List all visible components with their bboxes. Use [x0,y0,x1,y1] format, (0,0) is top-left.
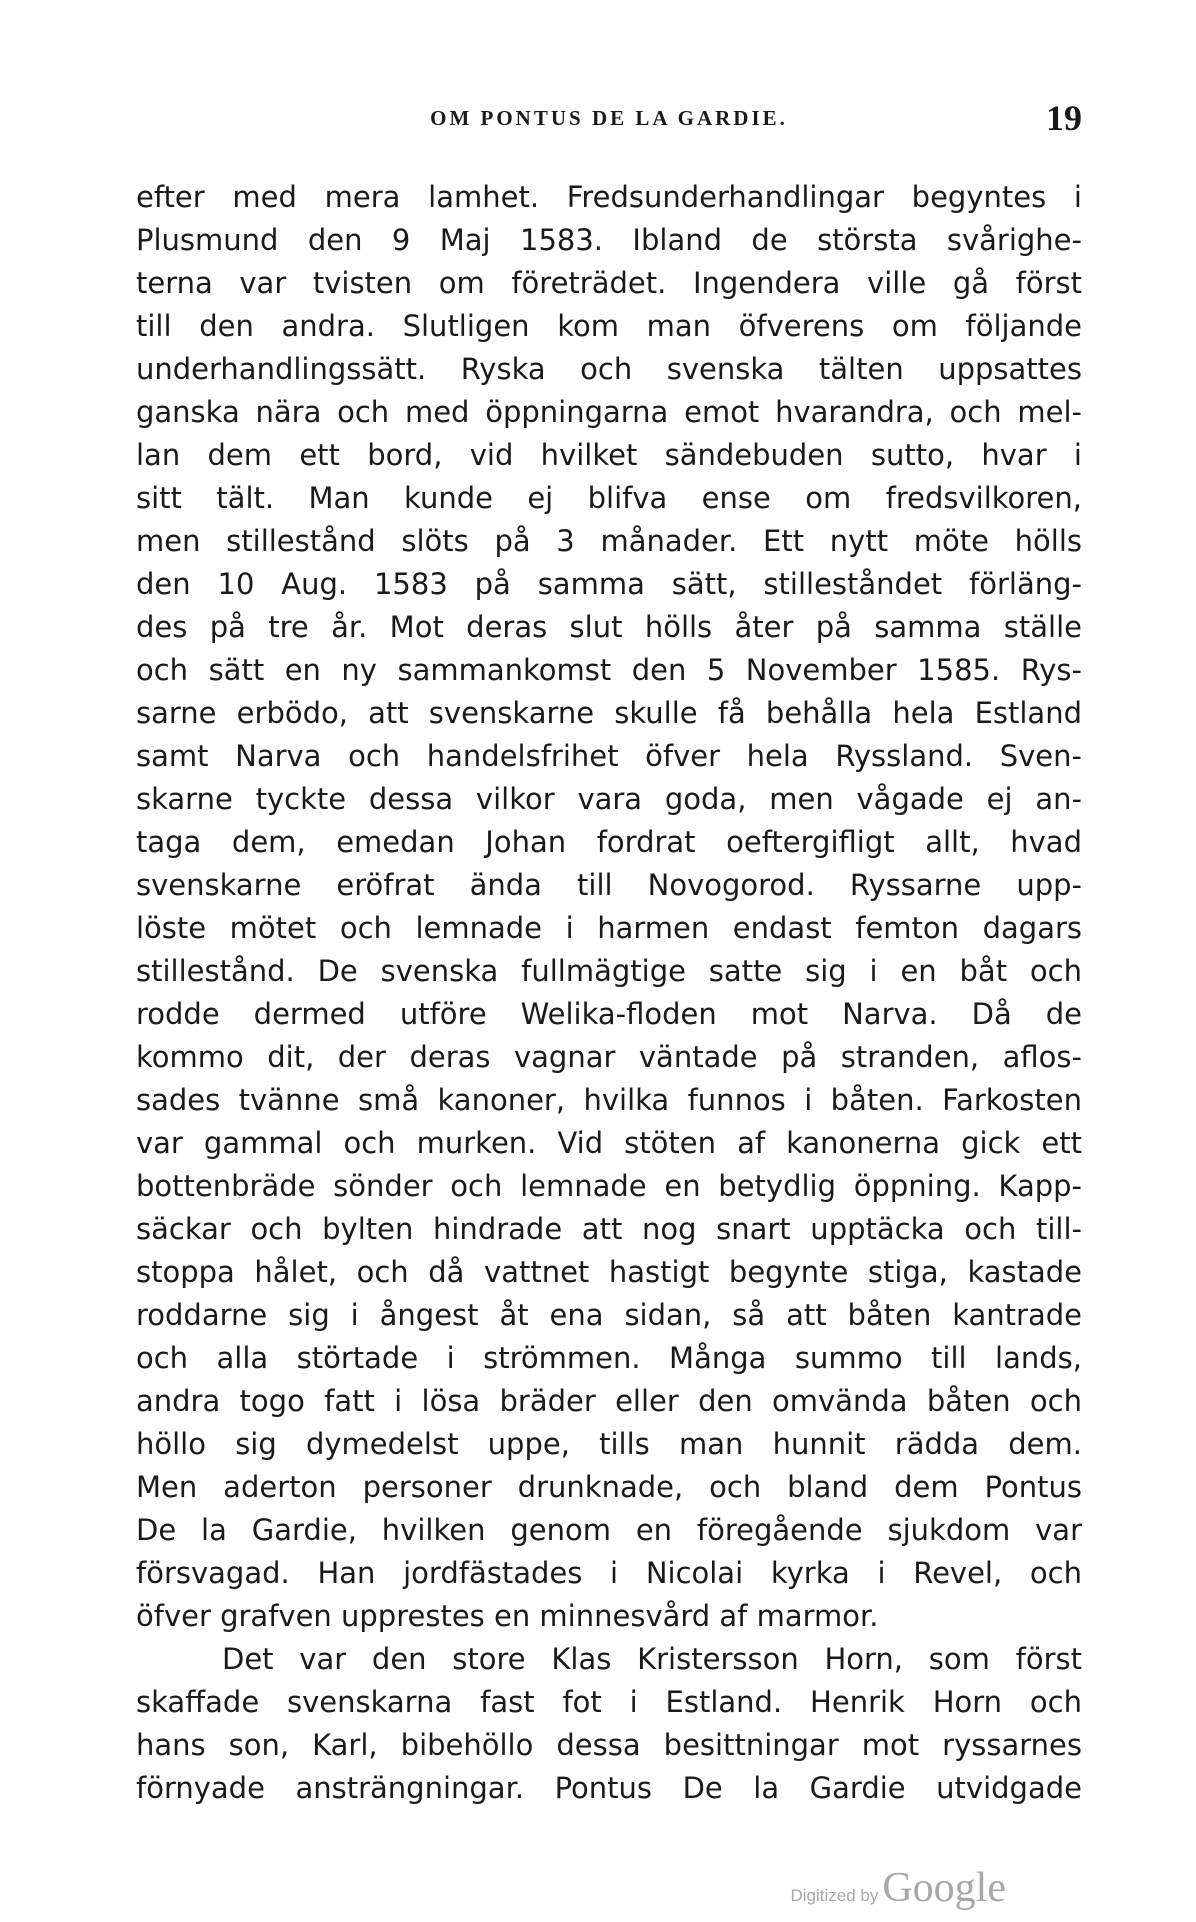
text-line: des på tre år. Mot deras slut hölls åter på samma ställe [136,610,1082,644]
running-title: OM PONTUS DE LA GARDIE. [430,106,788,130]
text-line: men stillestånd slöts på 3 månader. Ett nytt möte hölls [136,524,1082,558]
text-line: hans son, Karl, bibehöllo dessa besittningar mot ryssarnes [136,1728,1082,1762]
text-line: Men aderton personer drunknade, och bland dem Pontus [136,1470,1082,1504]
text-line: förnyade ansträngningar. Pontus De la Gardie utvidgade [136,1771,1082,1805]
text-line: och sätt en ny sammankomst den 5 November 1585. Rys- [136,653,1082,687]
text-line: stoppa hålet, och då vattnet hastigt begynte stiga, kastade [136,1255,1082,1289]
text-line: löste mötet och lemnade i harmen endast femton dagars [136,911,1082,945]
text-line: efter med mera lamhet. Fredsunderhandlingar begyntes i [136,180,1082,214]
text-line: skaffade svenskarna fast fot i Estland. Henrik Horn och [136,1685,1082,1719]
text-line: ganska nära och med öppningarna emot hvarandra, och mel- [136,395,1082,429]
text-line: underhandlingssätt. Ryska och svenska tälten uppsattes [136,352,1082,386]
text-line: sarne erbödo, att svenskarne skulle få behålla hela Estland [136,696,1082,730]
text-line: De la Gardie, hvilken genom en föregående sjukdom var [136,1513,1082,1547]
text-line: roddarne sig i ångest åt ena sidan, så att båten kantrade [136,1298,1082,1332]
text-line: svenskarne eröfrat ända till Novogorod. Ryssarne upp- [136,868,1082,902]
text-line: höllo sig dymedelst uppe, tills man hunnit rädda dem. [136,1427,1082,1461]
text-line: kommo dit, der deras vagnar väntade på stranden, aflos- [136,1040,1082,1074]
text-line: stillestånd. De svenska fullmägtige satte sig i en båt och [136,954,1082,988]
text-line: den 10 Aug. 1583 på samma sätt, stilleståndet förläng- [136,567,1082,601]
text-line: säckar och bylten hindrade att nog snart upptäcka och till- [136,1212,1082,1246]
text-line: sades tvänne små kanoner, hvilka funnos i båten. Farkosten [136,1083,1082,1117]
text-line: lan dem ett bord, vid hvilket sändebuden sutto, hvar i [136,438,1082,472]
body-text [136,176,1082,1810]
watermark-prefix: Digitized by [790,1886,879,1905]
text-line: taga dem, emedan Johan fordrat oeftergifligt allt, hvad [136,825,1082,859]
text-line: till den andra. Slutligen kom man öfverens om följande [136,309,1082,343]
text-line: försvagad. Han jordfästades i Nicolai kyrka i Revel, och [136,1556,1082,1590]
running-head [136,96,1082,140]
text-line: terna var tvisten om företrädet. Ingendera ville gå först [136,266,1082,300]
text-line: samt Narva och handelsfrihet öfver hela Ryssland. Sven- [136,739,1082,773]
text-line: och alla störtade i strömmen. Många summo till lands, [136,1341,1082,1375]
text-line: sitt tält. Man kunde ej blifva ense om fredsvilkoren, [136,481,1082,515]
digitized-watermark [790,1864,1006,1912]
text-line: var gammal och murken. Vid stöten af kanonerna gick ett [136,1126,1082,1160]
text-line: bottenbräde sönder och lemnade en betydlig öppning. Kapp- [136,1169,1082,1203]
text-line: Plusmund den 9 Maj 1583. Ibland de största svårighe- [136,223,1082,257]
text-line: andra togo fatt i lösa bräder eller den omvända båten och [136,1384,1082,1418]
text-line: Det var den store Klas Kristersson Horn, som först [222,1642,1082,1676]
page-number: 19 [1046,98,1082,138]
text-line: skarne tyckte dessa vilkor vara goda, men vågade ej an- [136,782,1082,816]
google-logo: Google [882,1865,1006,1911]
text-line: öfver grafven upprestes en minnesvård af marmor. [136,1599,879,1633]
text-line: rodde dermed utföre Welika-floden mot Narva. Då de [136,997,1082,1031]
